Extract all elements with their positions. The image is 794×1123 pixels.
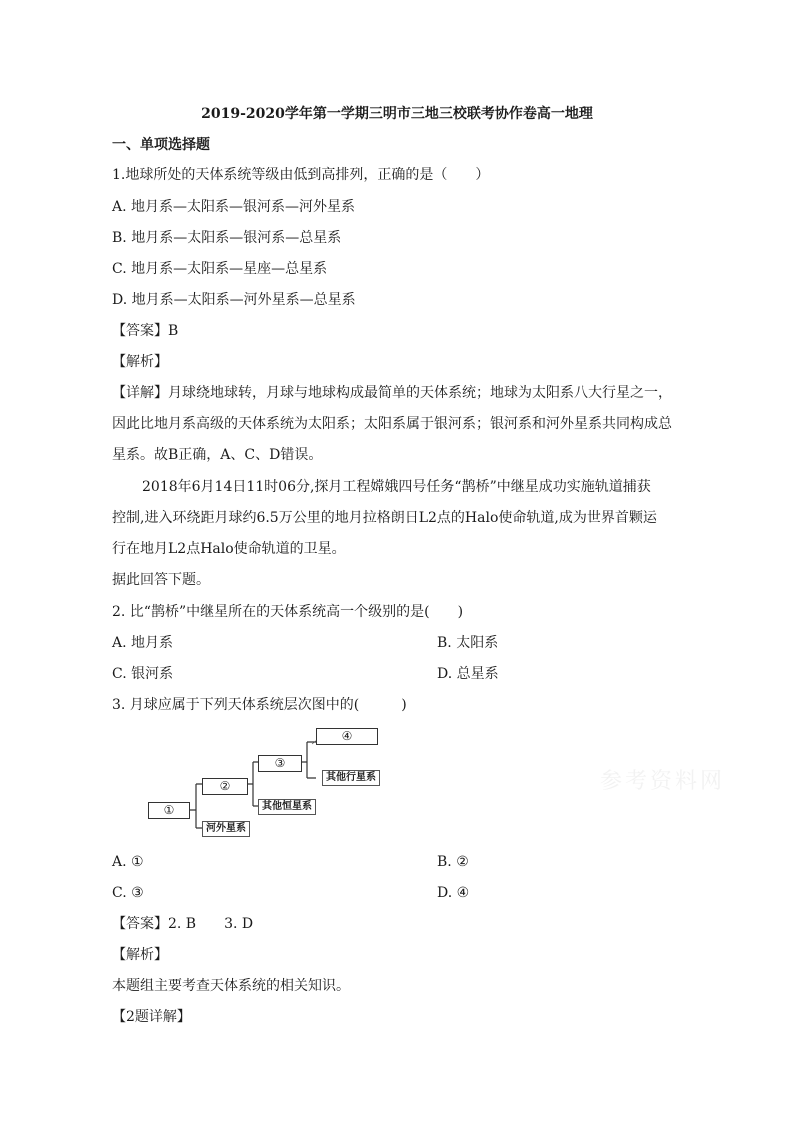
- q1-option-d: D. 地月系—太阳系—河外星系—总星系: [112, 292, 356, 308]
- q1-answer: 【答案】B: [112, 323, 179, 339]
- box-2: ②: [202, 778, 248, 795]
- page-title: 2019-2020学年第一学期三明市三地三校联考协作卷高一地理: [201, 106, 593, 122]
- q2-option-c: C. 银河系: [112, 666, 174, 682]
- box-3: ③: [258, 755, 302, 772]
- box-4: ④: [316, 728, 378, 745]
- passage-prompt: 据此回答下题。: [112, 572, 210, 588]
- q1-detail-line: 星系。故B正确，A、C、D错误。: [112, 447, 323, 463]
- q2-detail-label: 【2题详解】: [112, 1009, 191, 1025]
- analysis-label: 【解析】: [112, 947, 168, 963]
- passage-line: 控制,进入环绕距月球约6.5万公里的地月拉格朗日L2点的Halo使命轨道,成为世界首颗运: [112, 510, 657, 526]
- label-other-stellar-systems: 其他恒星系: [258, 799, 316, 815]
- q2-option-a: A. 地月系: [112, 635, 174, 651]
- q3-option-d: D. ④: [437, 885, 470, 901]
- q2-option-d: D. 总星系: [437, 666, 499, 682]
- q3-option-b: B. ②: [437, 854, 469, 870]
- answer-2-3: 【答案】2. B 3. D: [112, 916, 254, 932]
- section-heading: 一、单项选择题: [112, 137, 210, 153]
- q1-option-a: A. 地月系—太阳系—银河系—河外星系: [112, 199, 356, 215]
- system-hierarchy-diagram: [140, 722, 390, 842]
- box-1: ①: [148, 802, 190, 819]
- q1-detail-line: 【详解】月球绕地球转，月球与地球构成最简单的天体系统；地球为太阳系八大行星之一，: [112, 385, 672, 401]
- label-extragalactic: 河外星系: [202, 821, 250, 837]
- q1-option-b: B. 地月系—太阳系—银河系—总星系: [112, 230, 342, 246]
- summary-text: 本题组主要考查天体系统的相关知识。: [112, 978, 350, 994]
- q2-stem: 2. 比“鹊桥”中继星所在的天体系统高一个级别的是( ): [112, 604, 464, 620]
- q2-option-b: B. 太阳系: [437, 635, 499, 651]
- q1-detail-line: 因此比地月系高级的天体系统为太阳系；太阳系属于银河系；银河系和河外星系共同构成总: [112, 416, 672, 432]
- q1-stem: 1.地球所处的天体系统等级由低到高排列，正确的是（ ）: [112, 167, 490, 183]
- passage-line: 2018年6月14日11时06分,探月工程嫦娥四号任务“鹊桥”中继星成功实施轨道捕获: [142, 479, 651, 495]
- q1-option-c: C. 地月系—太阳系—星座—总星系: [112, 261, 328, 277]
- q3-option-a: A. ①: [112, 854, 144, 870]
- q3-stem: 3. 月球应属于下列天体系统层次图中的( ): [112, 697, 407, 713]
- passage-line: 行在地月L2点Halo使命轨道的卫星。: [112, 541, 346, 557]
- q1-analysis-label: 【解析】: [112, 354, 168, 370]
- label-other-planetary-systems: 其他行星系: [322, 770, 380, 786]
- watermark: 参考资料网: [600, 769, 726, 794]
- q3-option-c: C. ③: [112, 885, 144, 901]
